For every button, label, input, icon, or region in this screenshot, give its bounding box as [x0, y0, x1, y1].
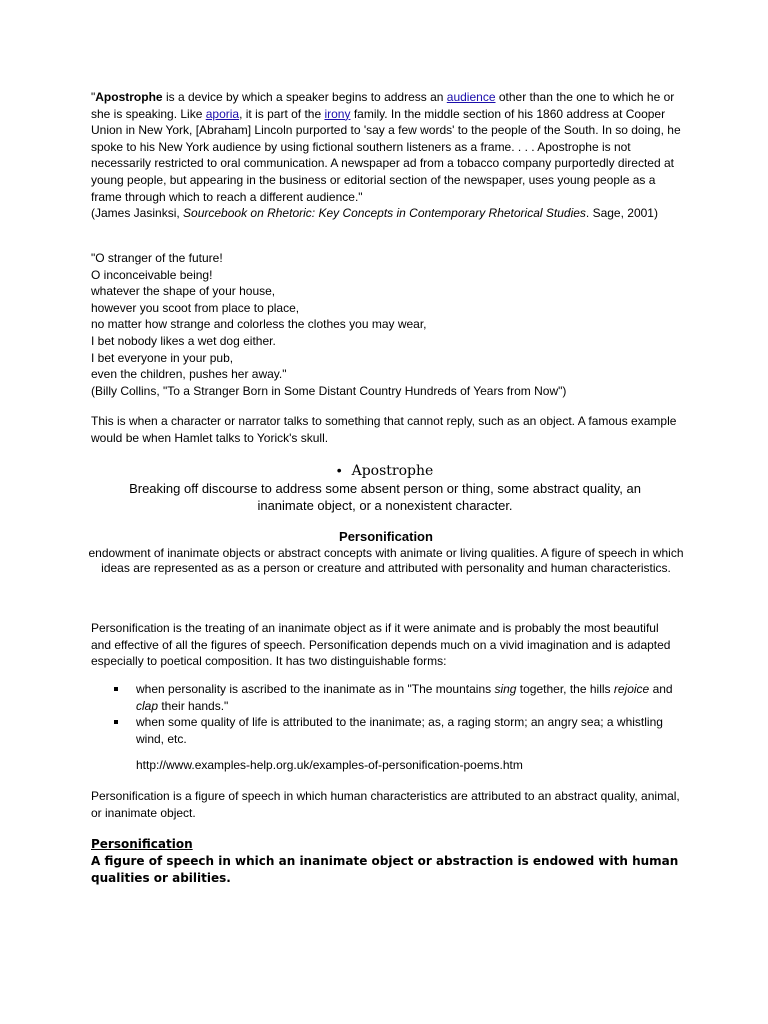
list-item — [114, 714, 674, 747]
poem-line: however you scoot from place to place, — [91, 300, 300, 315]
italic-clap: clap — [136, 698, 159, 713]
quote-text-1: is a device by which a speaker begins to address an — [162, 90, 447, 104]
personification-definition — [86, 528, 686, 575]
list-text: and — [649, 682, 673, 696]
final-definition — [91, 836, 681, 887]
poem-line: I bet nobody likes a wet dog either. — [91, 333, 276, 348]
list-text: together, the hills — [516, 682, 614, 696]
personification-heading: Personification — [339, 529, 433, 544]
poem-line: "O stranger of the future! — [91, 251, 223, 265]
hamlet-paragraph: This is when a character or narrator talks to something that cannot reply, such as an object. A famous example would be when Hamlet talks to Yorick's skull. — [91, 414, 677, 445]
quote-text-4: family. In the middle section of his 1860 address at Cooper Union in New York, [Abraham] Lincoln purported to 'say a few words' to the people of the South. In so doing, he spoke to his New York audience by using fictional southern listeners as a frame. . . . Apostrophe is not necessarily restricted to oral communication. A newspaper ad from a tobacco company purportedly directed at young people, but appearing in the business or editorial section of the newspaper, uses young people as a frame through which to reach a different audience." — [91, 106, 681, 204]
apostrophe-term: Apostrophe — [95, 90, 163, 104]
figure-of-speech-paragraph: Personification is a figure of speech in which human characteristics are attributed to an abstract quality, animal, or inanimate object. — [91, 789, 680, 820]
poem-line: O inconceivable being! — [91, 267, 213, 282]
poem-line: whatever the shape of your house, — [91, 284, 276, 299]
aporia-link[interactable]: aporia — [205, 106, 240, 121]
quote-text-3: , it is part of the — [239, 106, 325, 121]
list-text: when personality is ascribed to the inanimate as in "The mountains — [136, 682, 495, 696]
final-heading: Personification — [91, 837, 193, 851]
poem-line: even the children, pushes her away." — [91, 367, 287, 382]
apostrophe-quote-paragraph — [91, 89, 681, 222]
apostrophe-definition-text: Breaking off discourse to address some absent person or thing, some abstract quality, an inanimate object, or a nonexistent character. — [129, 481, 641, 513]
square-bullet-icon — [114, 720, 118, 724]
list-text: their hands." — [158, 698, 229, 713]
poem-citation: (Billy Collins, "To a Stranger Born in Some Distant Country Hundreds of Years from Now") — [91, 383, 567, 398]
citation-suffix: . Sage, 2001) — [585, 206, 658, 221]
bullet-dot: • — [336, 462, 342, 478]
personification-forms-list — [114, 681, 674, 747]
final-definition-text: A figure of speech in which an inanimate object or abstraction is endowed with human qualities or abilities. — [91, 854, 679, 885]
source-url[interactable]: http://www.examples-help.org.uk/examples-of-personification-poems.htm — [136, 758, 523, 772]
personification-definition-text: endowment of inanimate objects or abstract concepts with animate or living qualities. A figure of speech in which ideas are represented as as a person or creature and attributed with personality and human characteristics. — [88, 546, 684, 575]
treating-paragraph: Personification is the treating of an inanimate object as if it were animate and is probably the most beautiful and effective of all the figures of speech. Personification depends much on a vivid imagination and is adapted especially to poetical composition. It has two distinguishable forms: — [91, 621, 671, 669]
poem-line: no matter how strange and colorless the clothes you may wear, — [91, 317, 427, 332]
apostrophe-definition — [106, 461, 664, 514]
italic-sing: sing — [494, 682, 517, 696]
audience-link[interactable]: audience — [446, 90, 496, 104]
poem-line: I bet everyone in your pub, — [91, 350, 234, 365]
list-item — [114, 681, 674, 714]
poem-block — [91, 250, 681, 399]
quote-text-2: other than the one to which he or she is speaking. Like — [91, 90, 675, 121]
square-bullet-icon — [114, 687, 118, 691]
citation-prefix: (James Jasinksi, — [91, 206, 184, 221]
open-quote: " — [91, 90, 96, 104]
citation-title: Sourcebook on Rhetoric: Key Concepts in Contemporary Rhetorical Studies — [183, 206, 586, 221]
irony-link[interactable]: irony — [324, 106, 351, 121]
italic-rejoice: rejoice — [613, 682, 650, 696]
apostrophe-heading: Apostrophe — [351, 463, 434, 479]
list-text: when some quality of life is attributed to the inanimate; as, a raging storm; an angry sea; a whistling wind, etc. — [136, 715, 663, 746]
